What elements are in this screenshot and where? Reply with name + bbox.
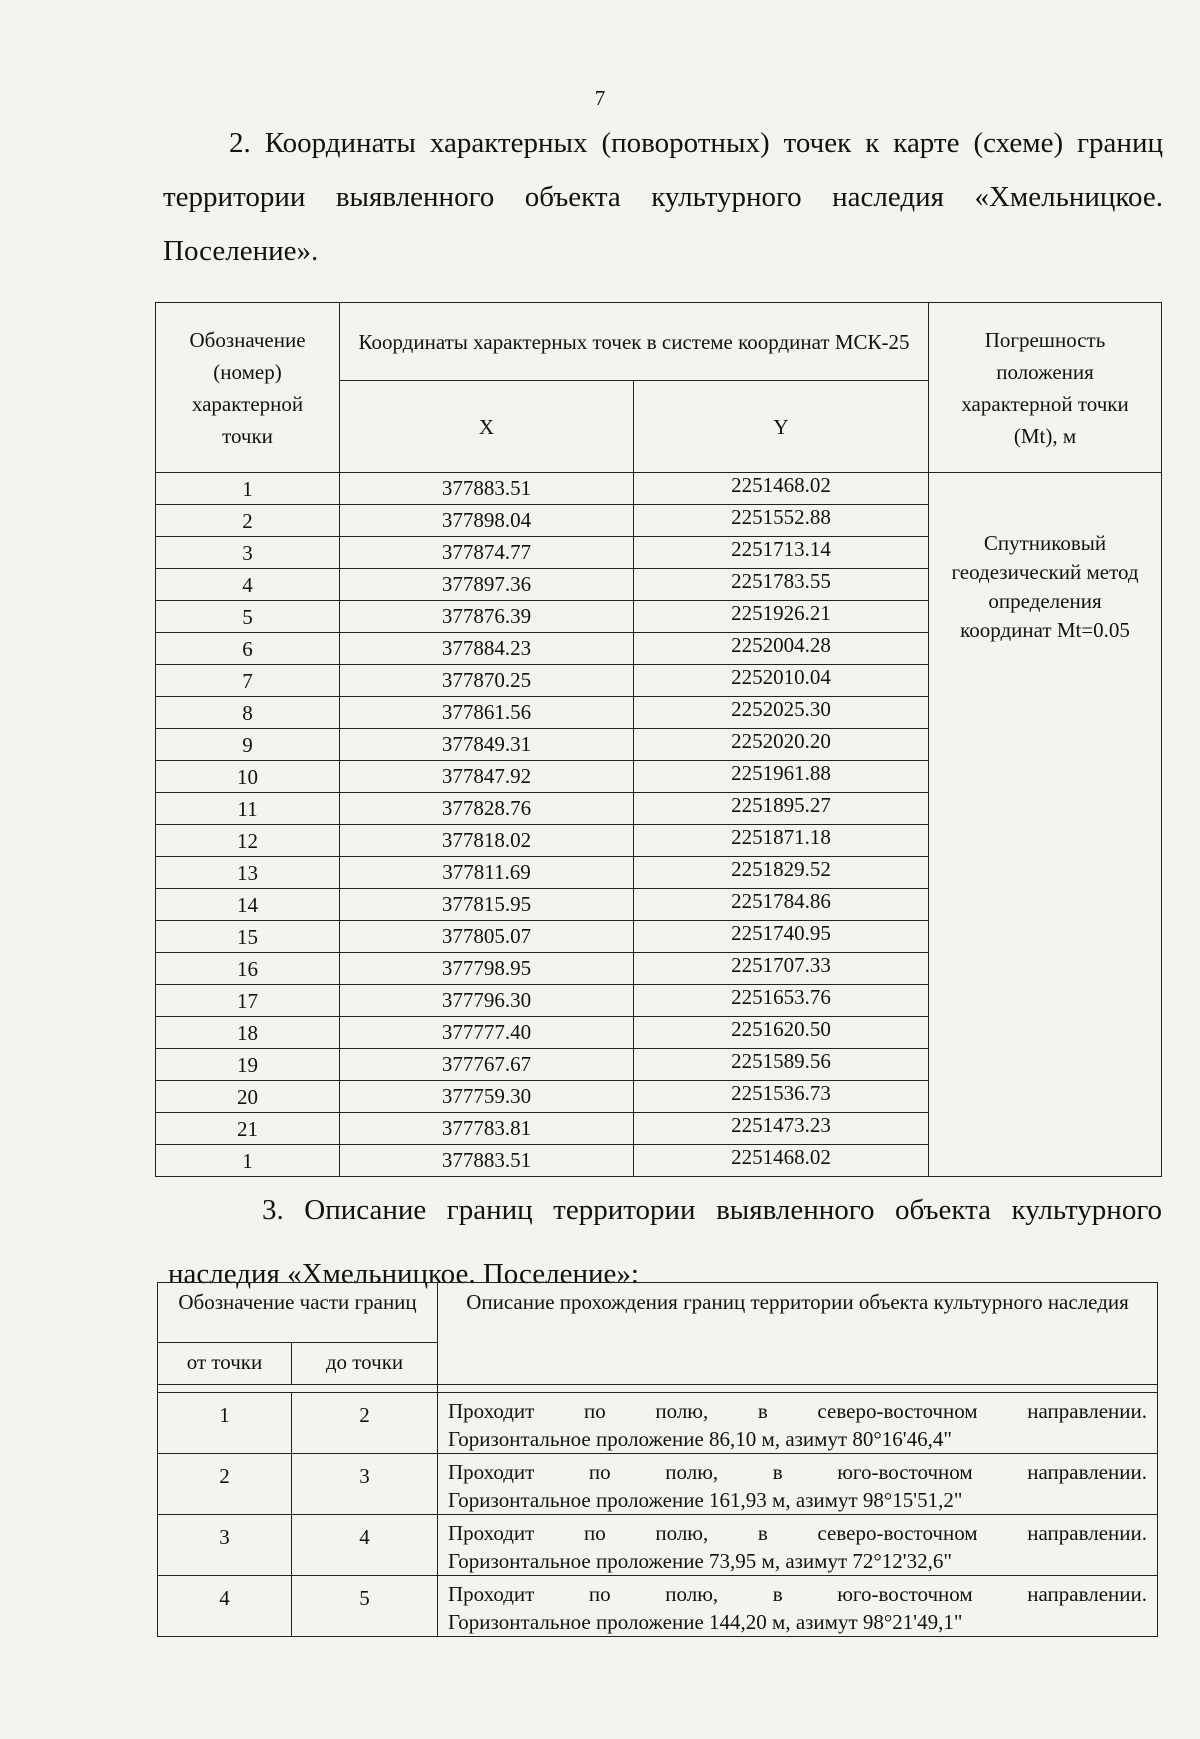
page-number: 7 bbox=[594, 86, 606, 110]
point-number: 17 bbox=[156, 985, 340, 1017]
header-position-error: Погрешность положения характерной точки (Mt), м bbox=[929, 303, 1162, 473]
coordinate-y: 2251713.14 bbox=[634, 537, 929, 569]
measurement-method: Спутниковый геодезический метод определения координат Mt=0.05 bbox=[929, 473, 1162, 1177]
coordinate-y: 2252025.30 bbox=[634, 697, 929, 729]
point-number: 4 bbox=[156, 569, 340, 601]
coordinate-x: 377759.30 bbox=[340, 1081, 634, 1113]
boundary-description bbox=[438, 1454, 1158, 1515]
boundaries-table-body bbox=[158, 1393, 1158, 1637]
coordinate-x: 377796.30 bbox=[340, 985, 634, 1017]
point-number: 11 bbox=[156, 793, 340, 825]
coordinate-x: 377815.95 bbox=[340, 889, 634, 921]
coordinate-y: 2251707.33 bbox=[634, 953, 929, 985]
from-point: 4 bbox=[158, 1576, 292, 1637]
point-number: 7 bbox=[156, 665, 340, 697]
description-measurement: Горизонтальное проложение 144,20 м, азимут 98°21'49,1" bbox=[448, 1610, 963, 1634]
to-point: 2 bbox=[292, 1393, 438, 1454]
description-measurement: Горизонтальное проложение 86,10 м, азимут 80°16'46,4" bbox=[448, 1427, 952, 1451]
coordinate-x: 377870.25 bbox=[340, 665, 634, 697]
header-description: Описание прохождения границ территории объекта культурного наследия bbox=[438, 1283, 1158, 1385]
to-point: 5 bbox=[292, 1576, 438, 1637]
point-number: 1 bbox=[156, 1145, 340, 1177]
point-number: 9 bbox=[156, 729, 340, 761]
coordinate-y: 2251783.55 bbox=[634, 569, 929, 601]
header-y: Y bbox=[634, 381, 929, 473]
point-number: 1 bbox=[156, 473, 340, 505]
table-row bbox=[158, 1454, 1158, 1515]
coordinate-y: 2251871.18 bbox=[634, 825, 929, 857]
section-2-heading: 2. Координаты характерных (поворотных) точек к карте (схеме) границ территории выявленного объекта культурного наследия «Хмельницкое. Поселение». bbox=[163, 127, 1163, 267]
header-boundary-part: Обозначение части границ bbox=[158, 1283, 438, 1343]
coordinate-x: 377883.51 bbox=[340, 473, 634, 505]
coordinate-y: 2251784.86 bbox=[634, 889, 929, 921]
coordinate-x: 377884.23 bbox=[340, 633, 634, 665]
to-point: 4 bbox=[292, 1515, 438, 1576]
boundary-description bbox=[438, 1515, 1158, 1576]
coordinate-y: 2252020.20 bbox=[634, 729, 929, 761]
description-measurement: Горизонтальное проложение 161,93 м, азимут 98°15'51,2" bbox=[448, 1488, 963, 1512]
description-direction: Проходит по полю, в юго-восточном направлении. bbox=[448, 1582, 1147, 1606]
coordinate-y: 2251552.88 bbox=[634, 505, 929, 537]
coordinate-y: 2251740.95 bbox=[634, 921, 929, 953]
table-row bbox=[158, 1576, 1158, 1637]
header-from-point: от точки bbox=[158, 1343, 292, 1385]
point-number: 13 bbox=[156, 857, 340, 889]
coordinate-x: 377767.67 bbox=[340, 1049, 634, 1081]
point-number: 2 bbox=[156, 505, 340, 537]
coordinate-y: 2251589.56 bbox=[634, 1049, 929, 1081]
coordinate-x: 377897.36 bbox=[340, 569, 634, 601]
point-number: 16 bbox=[156, 953, 340, 985]
coordinate-x: 377898.04 bbox=[340, 505, 634, 537]
coordinate-x: 377818.02 bbox=[340, 825, 634, 857]
header-point-number: Обозначение (номер) характерной точки bbox=[156, 303, 340, 473]
header-coordinates: Координаты характерных точек в системе координат МСК-25 bbox=[340, 303, 929, 381]
point-number: 6 bbox=[156, 633, 340, 665]
coordinate-y: 2251468.02 bbox=[634, 473, 929, 505]
coordinate-y: 2251653.76 bbox=[634, 985, 929, 1017]
point-number: 21 bbox=[156, 1113, 340, 1145]
point-number: 19 bbox=[156, 1049, 340, 1081]
coordinate-y: 2251895.27 bbox=[634, 793, 929, 825]
point-number: 15 bbox=[156, 921, 340, 953]
point-number: 10 bbox=[156, 761, 340, 793]
point-number: 18 bbox=[156, 1017, 340, 1049]
coordinate-y: 2251620.50 bbox=[634, 1017, 929, 1049]
table-row bbox=[158, 1515, 1158, 1576]
coordinate-x: 377847.92 bbox=[340, 761, 634, 793]
coordinate-x: 377849.31 bbox=[340, 729, 634, 761]
header-to-point: до точки bbox=[292, 1343, 438, 1385]
header-x: X bbox=[340, 381, 634, 473]
table-row bbox=[158, 1393, 1158, 1454]
coordinate-y: 2251536.73 bbox=[634, 1081, 929, 1113]
point-number: 14 bbox=[156, 889, 340, 921]
table-row bbox=[156, 473, 1162, 505]
coordinate-x: 377874.77 bbox=[340, 537, 634, 569]
coordinate-x: 377777.40 bbox=[340, 1017, 634, 1049]
to-point: 3 bbox=[292, 1454, 438, 1515]
point-number: 20 bbox=[156, 1081, 340, 1113]
boundary-description bbox=[438, 1393, 1158, 1454]
coordinate-x: 377883.51 bbox=[340, 1145, 634, 1177]
coordinate-x: 377876.39 bbox=[340, 601, 634, 633]
coordinate-y: 2251473.23 bbox=[634, 1113, 929, 1145]
boundaries-table bbox=[157, 1282, 1158, 1637]
from-point: 3 bbox=[158, 1515, 292, 1576]
coordinate-x: 377811.69 bbox=[340, 857, 634, 889]
boundary-description bbox=[438, 1576, 1158, 1637]
coordinate-y: 2251468.02 bbox=[634, 1145, 929, 1177]
coordinate-y: 2251961.88 bbox=[634, 761, 929, 793]
coordinate-x: 377805.07 bbox=[340, 921, 634, 953]
point-number: 5 bbox=[156, 601, 340, 633]
coordinate-x: 377798.95 bbox=[340, 953, 634, 985]
coordinate-y: 2251829.52 bbox=[634, 857, 929, 889]
coordinate-x: 377783.81 bbox=[340, 1113, 634, 1145]
coordinates-table bbox=[155, 302, 1162, 1177]
coordinates-table-body bbox=[156, 473, 1162, 1177]
coordinate-x: 377828.76 bbox=[340, 793, 634, 825]
description-direction: Проходит по полю, в северо-восточном направлении. bbox=[448, 1399, 1147, 1423]
point-number: 12 bbox=[156, 825, 340, 857]
coordinate-y: 2251926.21 bbox=[634, 601, 929, 633]
coordinate-x: 377861.56 bbox=[340, 697, 634, 729]
from-point: 1 bbox=[158, 1393, 292, 1454]
description-direction: Проходит по полю, в юго-восточном направлении. bbox=[448, 1460, 1147, 1484]
coordinate-y: 2252004.28 bbox=[634, 633, 929, 665]
description-direction: Проходит по полю, в северо-восточном направлении. bbox=[448, 1521, 1147, 1545]
point-number: 8 bbox=[156, 697, 340, 729]
section-3-heading: 3. Описание границ территории выявленного объекта культурного наследия «Хмельницкое. Поселение»: bbox=[168, 1194, 1162, 1290]
from-point: 2 bbox=[158, 1454, 292, 1515]
coordinate-y: 2252010.04 bbox=[634, 665, 929, 697]
point-number: 3 bbox=[156, 537, 340, 569]
description-measurement: Горизонтальное проложение 73,95 м, азимут 72°12'32,6" bbox=[448, 1549, 952, 1573]
